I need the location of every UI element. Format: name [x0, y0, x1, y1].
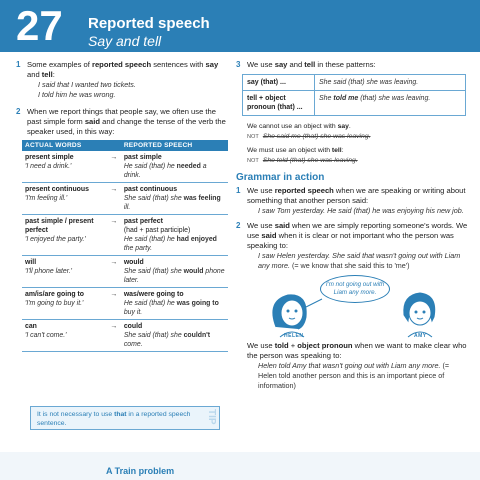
unit-subtitle: Say and tell — [88, 33, 162, 49]
tip-text — [37, 410, 197, 428]
not-example-2 — [236, 156, 468, 166]
section-1-number: 1 — [16, 60, 21, 69]
actual-words-cell — [22, 215, 107, 256]
actual-quote: 'I can't come.' — [25, 332, 67, 339]
reported-a: He said (that) he — [123, 163, 177, 170]
table-body — [22, 151, 228, 352]
actual-quote: 'I'm going to buy it.' — [25, 300, 84, 307]
g3-c: + — [288, 341, 298, 350]
g3-e: when we want to make clear who the person was speaking to: — [247, 341, 467, 360]
grammar-1-text — [236, 186, 468, 206]
reported-speech-cell — [121, 183, 228, 215]
speech-bubble: I'm not going out with Liam any more. — [320, 275, 390, 303]
section-1-text — [16, 60, 226, 80]
cannot-say-note — [236, 122, 468, 132]
grammar-2-number: 2 — [236, 221, 241, 230]
s1-text-b: reported speech — [92, 60, 152, 69]
tip-text-a: It is not necessary to use — [37, 411, 115, 418]
section-3-number: 3 — [236, 60, 241, 69]
tell-ex-c: (that) she was leaving. — [358, 95, 431, 102]
actual-tense: past simple / present perfect — [25, 218, 94, 234]
unit-title: Reported speech — [88, 15, 210, 32]
tip-text-c: in a reported speech sentence. — [37, 411, 191, 427]
reported-sentence — [124, 235, 225, 253]
actual-tense: will — [25, 259, 37, 266]
reported-verb: was feeling — [183, 195, 221, 202]
table-header-row — [22, 140, 228, 151]
unit-header — [0, 0, 480, 52]
not-example-2-text: She told (that) she was leaving. — [262, 157, 358, 164]
section-3-text — [236, 60, 468, 70]
s1-text-c: sentences with — [151, 60, 206, 69]
g3-a: We use — [247, 341, 275, 350]
reported-sentence — [124, 194, 225, 212]
actual-words-cell — [22, 151, 107, 183]
right-column — [236, 60, 468, 391]
tip-text-b: that — [114, 411, 127, 418]
section-1-example-1: I said that I wanted two tickets. — [38, 80, 136, 89]
s3-text-c: and — [287, 60, 305, 69]
reported-c: phone later. — [123, 268, 225, 284]
helen-label: HELEN — [284, 333, 304, 339]
actual-tense: am/is/are going to — [25, 291, 84, 298]
actual-quote: 'I'll phone later.' — [25, 268, 72, 275]
table-row — [22, 288, 228, 320]
g1-b: reported speech — [274, 186, 334, 195]
g1-a: We use — [247, 186, 275, 195]
grammar-3-example — [236, 361, 468, 391]
s2-text-b: said — [84, 117, 101, 126]
reported-a: He said (that) he — [123, 300, 177, 307]
must-c: : — [341, 147, 344, 154]
actual-words-cell — [22, 183, 107, 215]
s3-text-b: say — [274, 60, 288, 69]
cannot-b: say — [337, 123, 349, 130]
g2-d: said — [261, 231, 277, 240]
grammar-1-example: I saw Tom yesterday. He said (that) he was enjoying his new job. — [258, 206, 464, 215]
s3-text-e: in these patterns: — [315, 60, 376, 69]
grammar-2-example — [236, 251, 468, 271]
reported-speech-cell — [121, 320, 228, 352]
must-b: tell — [331, 147, 342, 154]
reported-verb: couldn't — [183, 332, 211, 339]
reported-a: She said (that) she — [123, 195, 184, 202]
section-1-example-2: I told him he was wrong. — [38, 90, 116, 99]
reported-a: She said (that) she — [123, 268, 184, 275]
cannot-c: . — [348, 123, 351, 130]
s1-text-e: and — [27, 70, 42, 79]
reported-a: He said (that) he — [123, 236, 177, 243]
amy-label: AMY — [414, 333, 427, 339]
pattern-row-tell — [243, 91, 466, 116]
reported-speech-cell — [121, 288, 228, 320]
reported-verb: would — [183, 268, 204, 275]
reported-sentence — [124, 267, 225, 285]
s1-text-f: tell — [41, 70, 53, 79]
speech-illustration — [236, 271, 468, 339]
pattern-say-label: say (that) ... — [243, 75, 315, 91]
exercise-a-title: A Train problem — [106, 466, 175, 476]
g2-b: said — [274, 221, 290, 230]
table-row — [22, 151, 228, 183]
g3-ex-a: Helen told Amy that wasn't going out with Liam any more. — [258, 361, 441, 370]
section-2-number: 2 — [16, 107, 21, 116]
g3-d: object pronoun — [297, 341, 353, 350]
reported-tense: past continuous — [123, 186, 178, 193]
reported-a: She said (that) she — [123, 332, 184, 339]
not-example-1 — [236, 132, 468, 142]
header-actual-words: ACTUAL WORDS — [22, 140, 107, 151]
not-tag-2: NOT — [247, 158, 259, 164]
grammar-3-text — [236, 341, 468, 361]
reported-tense-note: (had + past participle) — [123, 227, 191, 234]
g1-c: when we are speaking or writing about something that another person said: — [247, 186, 466, 205]
reported-verb: had enjoyed — [176, 236, 217, 243]
tell-ex-a: She — [319, 95, 334, 102]
s3-text-a: We use — [247, 60, 275, 69]
reported-sentence — [124, 162, 225, 180]
actual-quote: 'I'm feeling ill.' — [25, 195, 68, 202]
left-column — [16, 60, 226, 352]
g3-ex-b: (= Helen told another person and this is an important piece of information) — [258, 361, 450, 390]
tell-ex-b: told me — [333, 95, 359, 102]
header-reported-speech: REPORTED SPEECH — [121, 140, 228, 151]
not-tag-1: NOT — [247, 134, 259, 140]
pattern-tell-label: tell + object pronoun (that) ... — [243, 91, 315, 116]
must-tell-note — [236, 146, 468, 156]
helen-figure — [273, 295, 306, 337]
table-row — [22, 215, 228, 256]
g3-b: told — [274, 341, 289, 350]
s1-text-a: Some examples of — [27, 60, 92, 69]
s2-text-c: and change the tense of the verb the speaker used, in this way: — [27, 117, 226, 136]
section-2-text — [16, 107, 226, 137]
actual-quote: 'I enjoyed the party.' — [25, 236, 86, 243]
grammar-1-number: 1 — [236, 186, 241, 195]
reported-speech-table — [22, 140, 228, 352]
reported-tense: could — [123, 323, 143, 330]
actual-tense: present simple — [25, 154, 74, 161]
reported-verb: needed — [176, 163, 201, 170]
reported-c: ill. — [123, 204, 131, 211]
pattern-table — [242, 74, 466, 116]
bubble-tail — [306, 299, 322, 307]
g2-ex-a: I saw Helen yesterday. She said that wasn't going out with Liam any more. — [258, 251, 461, 270]
reported-c: a drink. — [123, 163, 207, 179]
s1-text-d: say — [205, 60, 219, 69]
actual-words-cell — [22, 320, 107, 352]
reported-tense: past perfect — [123, 218, 163, 225]
actual-quote: 'I need a drink.' — [25, 163, 72, 170]
reported-verb: was going to — [176, 300, 219, 307]
reported-c: buy it. — [123, 309, 143, 316]
tip-box — [30, 406, 220, 430]
not-example-1-text: She said me (that) she was leaving. — [262, 133, 371, 140]
reported-sentence — [124, 331, 225, 349]
actual-words-cell — [22, 256, 107, 288]
must-a: We must use an object with — [247, 147, 332, 154]
header-arrow-spacer — [107, 140, 121, 151]
s2-text-a: When we report things that people say, we often use the past simple form — [27, 107, 216, 126]
unit-number: 27 — [16, 2, 63, 49]
s3-text-d: tell — [304, 60, 316, 69]
g2-a: We use — [247, 221, 275, 230]
arrow-right-icon: → — [107, 215, 121, 256]
tip-label: TIP — [206, 409, 217, 425]
bottom-strip — [0, 452, 480, 480]
reported-speech-cell — [121, 151, 228, 183]
s1-text-g: : — [52, 70, 55, 79]
table-row — [22, 320, 228, 352]
arrow-right-icon: → — [107, 256, 121, 288]
g2-e: when it is clear or not important who the person was speaking to: — [247, 231, 454, 250]
pattern-tell-example — [315, 91, 466, 116]
reported-speech-cell — [121, 256, 228, 288]
arrow-right-icon: → — [107, 151, 121, 183]
actual-words-cell — [22, 288, 107, 320]
reported-tense: was/were going to — [123, 291, 184, 298]
actual-tense: can — [25, 323, 37, 330]
grammar-2-text — [236, 221, 468, 251]
reported-sentence — [124, 299, 225, 317]
reported-speech-cell — [121, 215, 228, 256]
pattern-say-example: She said (that) she was leaving. — [315, 75, 466, 91]
amy-figure — [404, 293, 435, 337]
reported-c: the party. — [123, 245, 153, 252]
arrow-right-icon: → — [107, 183, 121, 215]
reported-tense: past simple — [123, 154, 162, 161]
table-row — [22, 256, 228, 288]
reported-c: come. — [123, 341, 143, 348]
actual-tense: present continuous — [25, 186, 89, 193]
grammar-in-action-heading: Grammar in action — [236, 172, 325, 183]
table-row — [22, 183, 228, 215]
arrow-right-icon: → — [107, 320, 121, 352]
cannot-a: We cannot use an object with — [247, 123, 338, 130]
g2-ex-b: (= we know that she said this to 'me') — [289, 261, 410, 270]
reported-tense: would — [123, 259, 144, 266]
g2-c: when we are simply reporting someone's words. We use — [247, 221, 468, 240]
arrow-right-icon: → — [107, 288, 121, 320]
pattern-row-say — [243, 75, 466, 91]
